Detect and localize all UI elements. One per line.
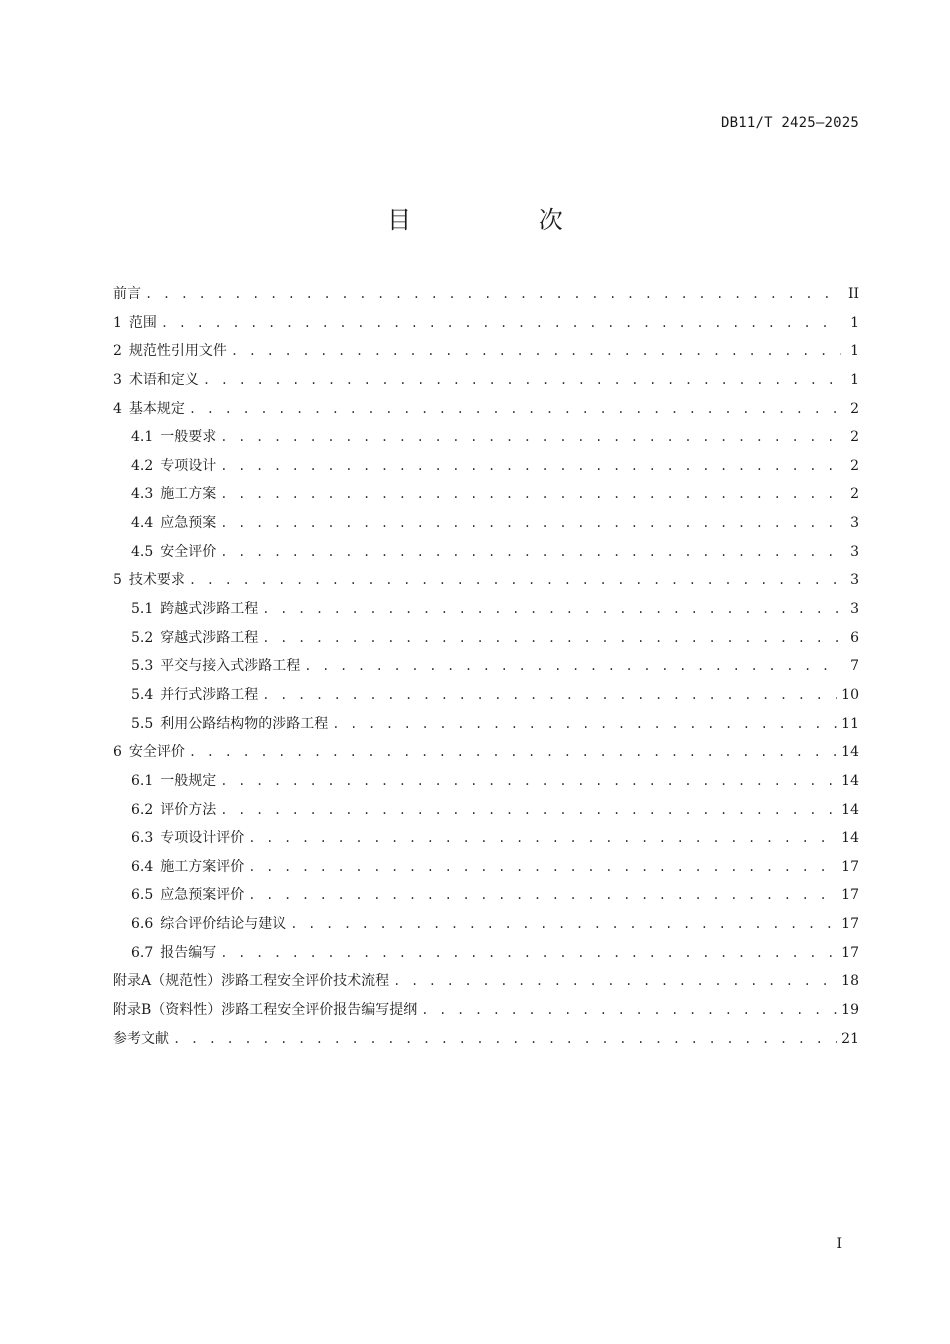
toc-entry-label xyxy=(113,738,185,767)
toc-entry-label xyxy=(113,366,199,395)
toc-dot-leader xyxy=(248,881,837,910)
toc-entry[interactable] xyxy=(113,566,859,595)
toc-entry[interactable] xyxy=(113,767,859,796)
toc-entry-text: 施工方案 xyxy=(160,486,217,503)
toc-entry-label xyxy=(113,309,157,338)
toc-entry-text: 一般规定 xyxy=(160,772,217,789)
toc-entry-number: 4.4 xyxy=(131,515,154,532)
toc-dot-leader xyxy=(220,509,841,538)
toc-entry-page: 3 xyxy=(850,601,859,618)
toc-entry-text: 并行式涉路工程 xyxy=(160,686,259,703)
toc-dot-leader xyxy=(262,595,841,624)
toc-entry-text: 穿越式涉路工程 xyxy=(160,629,259,646)
toc-entry-text: 跨越式涉路工程 xyxy=(160,601,259,618)
toc-entry-label xyxy=(131,452,216,481)
toc-entry-text: 基本规定 xyxy=(128,400,185,417)
toc-entry-number: 6 xyxy=(113,744,122,761)
toc-entry-label xyxy=(113,280,141,309)
toc-entry-page: 2 xyxy=(850,429,859,446)
toc-dot-leader xyxy=(220,480,841,509)
toc-entry[interactable] xyxy=(113,853,859,882)
toc-entry-page: 3 xyxy=(850,572,859,589)
toc-dot-leader xyxy=(189,566,841,595)
toc-entry[interactable] xyxy=(113,824,859,853)
toc-entry-number: 5.5 xyxy=(131,715,154,732)
document-code: DB11/T 2425—2025 xyxy=(720,115,859,131)
toc-entry-page: 6 xyxy=(850,629,859,646)
toc-entry-page: 17 xyxy=(841,944,859,961)
toc-entry[interactable] xyxy=(113,939,859,968)
toc-entry-page: 3 xyxy=(850,543,859,560)
toc-entry-text: 术语和定义 xyxy=(128,371,199,388)
toc-entry-label xyxy=(131,796,216,825)
toc-entry-page: 21 xyxy=(841,1030,859,1047)
toc-entry-number: 4.3 xyxy=(131,486,154,503)
toc-entry-page: 2 xyxy=(850,486,859,503)
toc-entry-number: 5.1 xyxy=(131,601,154,618)
toc-entry-label xyxy=(131,853,244,882)
toc-entry-page: II xyxy=(847,286,859,302)
toc-entry-text: 一般要求 xyxy=(160,429,217,446)
toc-entry-page: 14 xyxy=(841,772,859,789)
toc-entry-label xyxy=(113,996,417,1025)
toc-entry-text: 安全评价 xyxy=(128,744,185,761)
toc-entry[interactable] xyxy=(113,796,859,825)
toc-entry[interactable] xyxy=(113,910,859,939)
toc-dot-leader xyxy=(290,910,837,939)
toc-entry[interactable] xyxy=(113,337,859,366)
toc-entry-label xyxy=(113,395,185,424)
toc-entry[interactable] xyxy=(113,1025,859,1054)
toc-entry-text: 参考文献 xyxy=(113,1030,169,1047)
toc-entry-number: 5.2 xyxy=(131,629,154,646)
toc-entry-text: 技术要求 xyxy=(128,572,185,589)
toc-dot-leader xyxy=(262,681,837,710)
toc-entry-label xyxy=(131,595,258,624)
toc-dot-leader xyxy=(203,366,841,395)
toc-entry-label xyxy=(131,939,216,968)
toc-entry-label xyxy=(131,652,300,681)
toc-entry-text: 安全评价 xyxy=(160,543,217,560)
toc-entry-page: 19 xyxy=(841,1002,859,1019)
toc-entry-page: 18 xyxy=(841,973,859,990)
toc-entry-number: 5 xyxy=(113,572,122,589)
toc-entry[interactable] xyxy=(113,395,859,424)
toc-dot-leader xyxy=(189,738,837,767)
toc-entry-label xyxy=(113,1025,169,1054)
toc-dot-leader xyxy=(248,853,837,882)
toc-entry-number: 6.4 xyxy=(131,858,154,875)
toc-entry-page: 7 xyxy=(850,658,859,675)
toc-entry-text: 施工方案评价 xyxy=(160,858,245,875)
toc-entry-label xyxy=(131,910,286,939)
toc-entry[interactable] xyxy=(113,480,859,509)
toc-dot-leader xyxy=(332,710,837,739)
toc-dot-leader xyxy=(220,767,837,796)
table-of-contents xyxy=(113,280,859,1053)
toc-dot-leader xyxy=(220,538,841,567)
toc-entry-text: 范围 xyxy=(128,314,157,331)
toc-entry-label xyxy=(131,423,216,452)
toc-entry[interactable] xyxy=(113,652,859,681)
toc-entry-text: 报告编写 xyxy=(160,944,217,961)
toc-entry-number: 6.6 xyxy=(131,916,154,933)
toc-dot-leader xyxy=(248,824,837,853)
toc-entry-page: 11 xyxy=(841,715,859,732)
toc-entry[interactable] xyxy=(113,881,859,910)
toc-entry-label xyxy=(113,337,227,366)
toc-entry-text: 平交与接入式涉路工程 xyxy=(160,658,301,675)
toc-entry[interactable] xyxy=(113,624,859,653)
toc-dot-leader xyxy=(421,996,837,1025)
toc-entry-page: 10 xyxy=(841,686,859,703)
toc-entry-number: 6.7 xyxy=(131,944,154,961)
toc-entry-label xyxy=(131,681,258,710)
toc-entry-text: 前言 xyxy=(113,286,141,302)
toc-entry[interactable] xyxy=(113,538,859,567)
toc-entry-text: 专项设计评价 xyxy=(160,830,245,847)
toc-entry-page: 2 xyxy=(850,400,859,417)
toc-entry-text: 附录A（规范性）涉路工程安全评价技术流程 xyxy=(113,973,390,990)
toc-dot-leader xyxy=(173,1025,837,1054)
toc-entry-page: 17 xyxy=(841,858,859,875)
toc-entry[interactable] xyxy=(113,452,859,481)
toc-entry-number: 1 xyxy=(113,314,122,331)
toc-dot-leader xyxy=(189,395,841,424)
toc-entry-label xyxy=(131,480,216,509)
toc-entry-text: 附录B（资料性）涉路工程安全评价报告编写提纲 xyxy=(113,1002,418,1019)
toc-entry-label xyxy=(113,566,185,595)
toc-dot-leader xyxy=(220,452,841,481)
toc-entry-number: 6.2 xyxy=(131,801,154,818)
toc-entry-number: 4.2 xyxy=(131,457,154,474)
toc-entry-text: 应急预案评价 xyxy=(160,887,245,904)
toc-entry[interactable] xyxy=(113,710,859,739)
toc-dot-leader xyxy=(220,939,837,968)
toc-entry[interactable] xyxy=(113,967,859,996)
toc-entry-number: 2 xyxy=(113,343,122,360)
page-title: 目 次 xyxy=(387,206,623,234)
toc-entry-number: 3 xyxy=(113,371,122,388)
toc-entry-label xyxy=(131,767,216,796)
toc-entry-number: 4 xyxy=(113,400,122,417)
toc-entry[interactable] xyxy=(113,280,859,309)
toc-entry[interactable] xyxy=(113,309,859,338)
toc-entry-number: 5.4 xyxy=(131,686,154,703)
toc-entry[interactable] xyxy=(113,595,859,624)
toc-entry-page: 1 xyxy=(850,343,859,360)
toc-dot-leader xyxy=(262,624,841,653)
toc-dot-leader xyxy=(145,280,841,309)
toc-entry[interactable] xyxy=(113,423,859,452)
toc-entry-text: 利用公路结构物的涉路工程 xyxy=(160,715,329,732)
toc-entry-page: 14 xyxy=(841,744,859,761)
toc-entry-number: 4.5 xyxy=(131,543,154,560)
toc-entry-label xyxy=(131,881,244,910)
toc-dot-leader xyxy=(220,423,841,452)
toc-dot-leader xyxy=(393,967,837,996)
toc-entry-number: 6.1 xyxy=(131,772,154,789)
toc-entry-text: 评价方法 xyxy=(160,801,217,818)
toc-entry-page: 3 xyxy=(850,515,859,532)
toc-dot-leader xyxy=(161,309,841,338)
toc-entry-number: 5.3 xyxy=(131,658,154,675)
toc-entry[interactable] xyxy=(113,996,859,1025)
toc-entry-page: 17 xyxy=(841,887,859,904)
toc-entry-page: 2 xyxy=(850,457,859,474)
toc-entry-page: 17 xyxy=(841,916,859,933)
toc-entry[interactable] xyxy=(113,509,859,538)
toc-entry-text: 应急预案 xyxy=(160,515,217,532)
toc-entry-label xyxy=(131,509,216,538)
toc-entry-number: 4.1 xyxy=(131,429,154,446)
toc-entry[interactable] xyxy=(113,738,859,767)
toc-dot-leader xyxy=(220,796,837,825)
page-number: I xyxy=(836,1236,842,1252)
toc-entry-page: 14 xyxy=(841,801,859,818)
toc-entry[interactable] xyxy=(113,366,859,395)
toc-entry-page: 1 xyxy=(850,314,859,331)
toc-entry-page: 1 xyxy=(850,371,859,388)
toc-dot-leader xyxy=(304,652,841,681)
toc-entry-label xyxy=(131,710,328,739)
toc-entry-page: 14 xyxy=(841,830,859,847)
toc-entry-label xyxy=(131,538,216,567)
toc-entry-label xyxy=(131,824,244,853)
toc-entry-label xyxy=(131,624,258,653)
toc-entry-number: 6.5 xyxy=(131,887,154,904)
toc-entry-text: 专项设计 xyxy=(160,457,217,474)
toc-entry[interactable] xyxy=(113,681,859,710)
toc-entry-text: 规范性引用文件 xyxy=(128,343,227,360)
toc-entry-text: 综合评价结论与建议 xyxy=(160,916,287,933)
toc-dot-leader xyxy=(231,337,841,366)
toc-entry-number: 6.3 xyxy=(131,830,154,847)
toc-entry-label xyxy=(113,967,389,996)
